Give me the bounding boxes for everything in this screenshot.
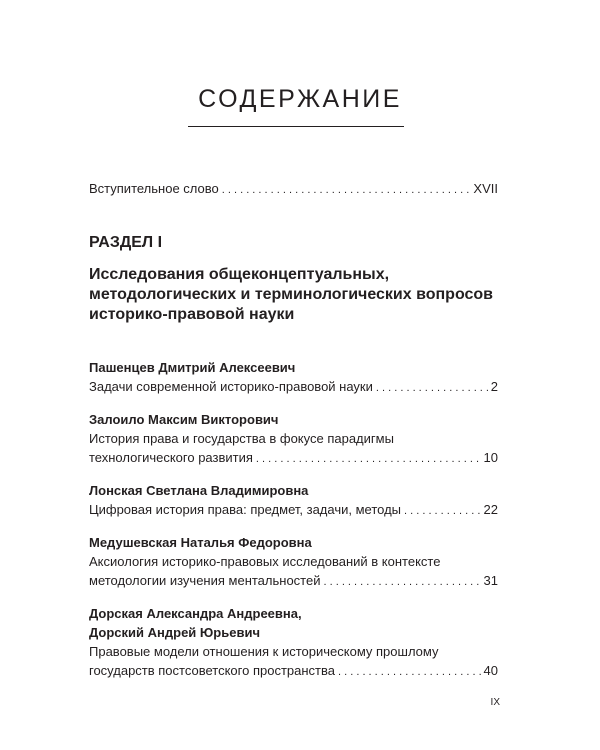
dot-leader xyxy=(338,663,481,682)
section-label: РАЗДЕЛ I xyxy=(89,234,163,251)
entry-author: Медушевская Наталья Федоровна xyxy=(89,535,312,550)
section-title-line: методологических и терминологических вопросов xyxy=(89,286,494,303)
toc-entry[interactable] xyxy=(89,533,498,592)
section-title-line: Исследования общеконцептуальных, xyxy=(89,266,390,283)
entry-article-line: Правовые модели отношения к историческому прошлому xyxy=(89,644,439,659)
toc-entry[interactable] xyxy=(89,410,498,469)
entry-page-number: 10 xyxy=(483,450,498,465)
entry-article-line xyxy=(89,571,498,592)
entry-article-line xyxy=(89,448,498,469)
entry-article-text: методологии изучения ментальностей xyxy=(89,573,321,588)
dot-leader xyxy=(404,502,481,521)
entry-author: Пашенцев Дмитрий Алексеевич xyxy=(89,360,296,375)
entry-author: Лонская Светлана Владимировна xyxy=(89,483,309,498)
section-title xyxy=(89,265,509,325)
entry-page-number: 22 xyxy=(483,502,498,517)
entry-article-text: Цифровая история права: предмет, задачи, методы xyxy=(89,502,401,517)
entry-page-number: 40 xyxy=(483,663,498,678)
entry-article-line: Аксиология историко-правовых исследований в контексте xyxy=(89,554,441,569)
entry-article-text: технологического развития xyxy=(89,450,253,465)
entry-article-line xyxy=(89,661,498,682)
entry-page-number: 31 xyxy=(483,573,498,588)
entry-article-line xyxy=(89,500,498,521)
entry-article-text: Задачи современной историко-правовой науки xyxy=(89,379,373,394)
dot-leader xyxy=(222,181,471,199)
entry-article-line xyxy=(89,377,498,398)
page-title: СОДЕРЖАНИЕ xyxy=(198,85,402,113)
entry-page-number: 2 xyxy=(490,379,498,394)
toc-entry[interactable] xyxy=(89,481,498,521)
entry-author: Залоило Максим Викторович xyxy=(89,412,279,427)
section-title-line: историко-правовой науки xyxy=(89,306,295,323)
toc-entry-intro[interactable] xyxy=(89,180,498,199)
dot-leader xyxy=(256,450,481,469)
intro-text: Вступительное слово xyxy=(89,181,219,196)
entry-article-line: История права и государства в фокусе парадигмы xyxy=(89,431,394,446)
dot-leader xyxy=(323,573,480,592)
intro-page-number: XVII xyxy=(473,181,498,196)
dot-leader xyxy=(376,379,488,398)
entry-author: Дорский Андрей Юрьевич xyxy=(89,625,260,640)
page-folio: IX xyxy=(490,697,500,708)
entry-author: Дорская Александра Андреевна, xyxy=(89,606,302,621)
toc-entry[interactable] xyxy=(89,358,498,398)
title-underline xyxy=(188,126,404,127)
entry-article-text: государств постсоветского пространства xyxy=(89,663,335,678)
toc-entry[interactable] xyxy=(89,604,498,682)
